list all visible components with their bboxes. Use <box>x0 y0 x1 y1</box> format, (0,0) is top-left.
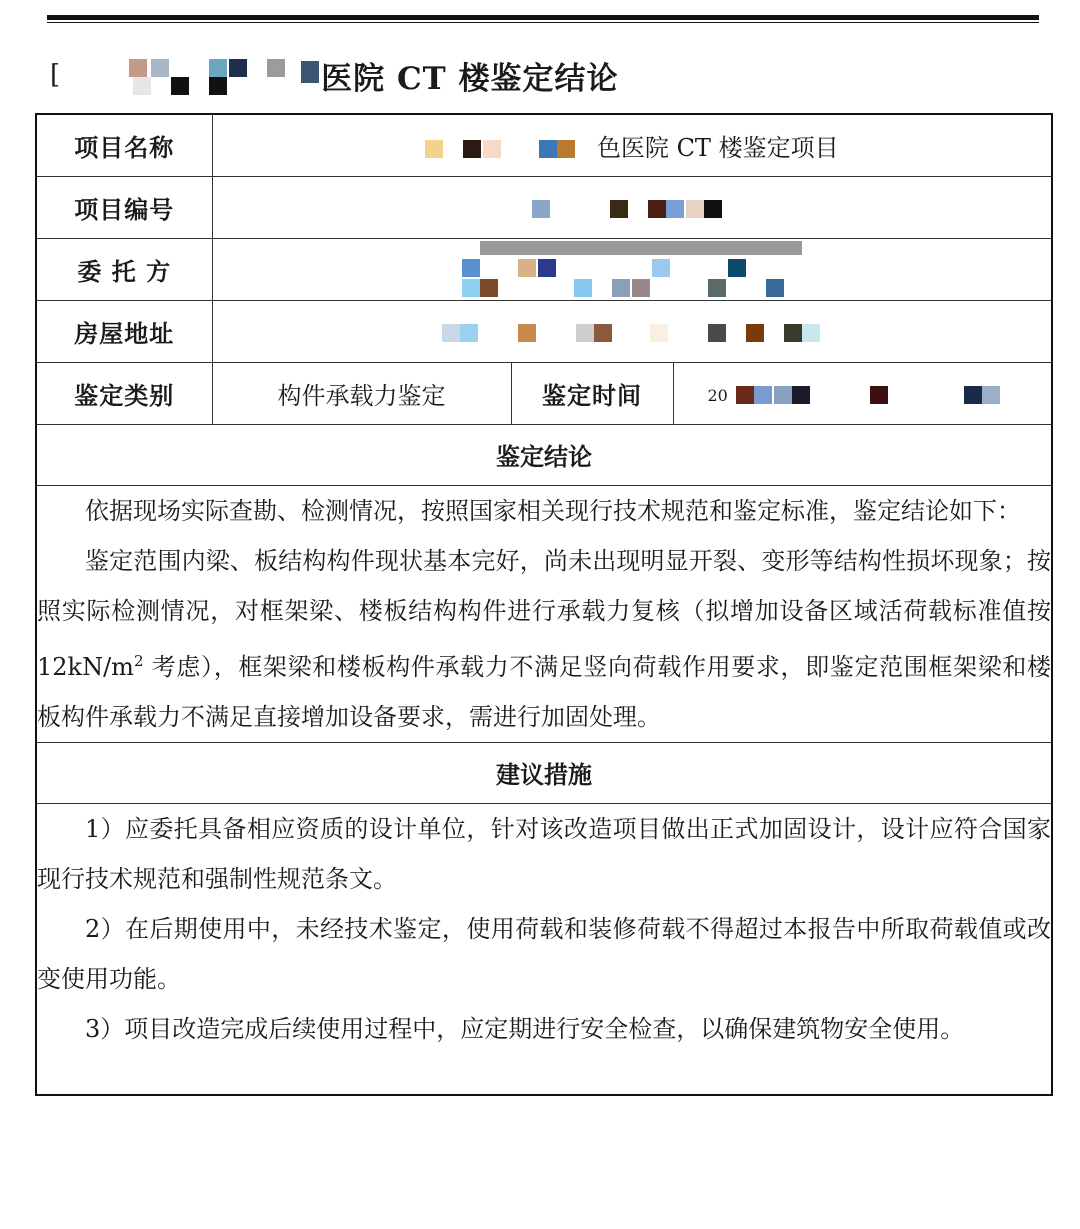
conclusion-paragraph-1: 依据现场实际查勘、检测情况，按照国家相关现行技术规范和鉴定标准，鉴定结论如下： <box>85 496 1021 525</box>
top-rule-thin <box>47 22 1039 23</box>
redacted-mosaic <box>91 55 321 95</box>
superscript: 2 <box>133 651 144 670</box>
info-table <box>35 113 1053 1096</box>
project-name-value <box>212 114 1052 176</box>
project-number-value <box>212 176 1052 238</box>
measures-body <box>36 803 1052 1095</box>
top-rule <box>47 15 1039 20</box>
address-label: 房屋地址 <box>36 300 212 362</box>
client-label: 委 托 方 <box>36 238 212 300</box>
conclusion-p2-part-b: 考虑），框架梁和楼板构件承载力不满足竖向荷载作用要求，即鉴定范围框架梁和楼板构件承载力不满足直接增加设备要求，需进行加固处理。 <box>37 652 1052 731</box>
title-bracket: [ <box>50 60 62 90</box>
client-value <box>212 238 1052 300</box>
redacted-mosaic <box>442 322 822 344</box>
category-value: 构件承载力鉴定 <box>212 362 511 424</box>
title-text: 医院 CT 楼鉴定结论 <box>321 60 619 97</box>
time-text: 20 <box>707 386 728 405</box>
measures-heading: 建议措施 <box>36 742 1052 803</box>
address-value <box>212 300 1052 362</box>
redacted-mosaic <box>425 138 595 160</box>
measure-item: 2）在后期使用中，未经技术鉴定，使用荷载和装修荷载不得超过本报告中所取荷载值或改变使用功能。 <box>37 914 1052 993</box>
redacted-mosaic <box>736 384 1006 406</box>
redacted-mosaic <box>532 198 732 220</box>
category-label: 鉴定类别 <box>36 362 212 424</box>
conclusion-body <box>36 485 1052 742</box>
document-title <box>50 50 618 100</box>
measure-item: 3）项目改造完成后续使用过程中，应定期进行安全检查，以确保建筑物安全使用。 <box>85 1014 965 1043</box>
project-name-label: 项目名称 <box>36 114 212 176</box>
redacted-mosaic <box>462 241 802 297</box>
conclusion-paragraph-2 <box>37 536 1051 742</box>
time-value <box>673 362 1052 424</box>
time-label: 鉴定时间 <box>511 362 673 424</box>
project-number-label: 项目编号 <box>36 176 212 238</box>
project-name-text: 色医院 CT 楼鉴定项目 <box>596 133 839 162</box>
measure-item: 1）应委托具备相应资质的设计单位，针对该改造项目做出正式加固设计，设计应符合国家现行技术规范和强制性规范条文。 <box>37 814 1052 893</box>
conclusion-heading: 鉴定结论 <box>36 424 1052 485</box>
conclusion-p2-part-a: 鉴定范围内梁、板结构构件现状基本完好，尚未出现明显开裂、变形等结构性损坏现象；按照实际检测情况，对框架梁、楼板结构构件进行承载力复核（拟增加设备区域活荷载标准值按 12kN/m <box>37 546 1052 681</box>
